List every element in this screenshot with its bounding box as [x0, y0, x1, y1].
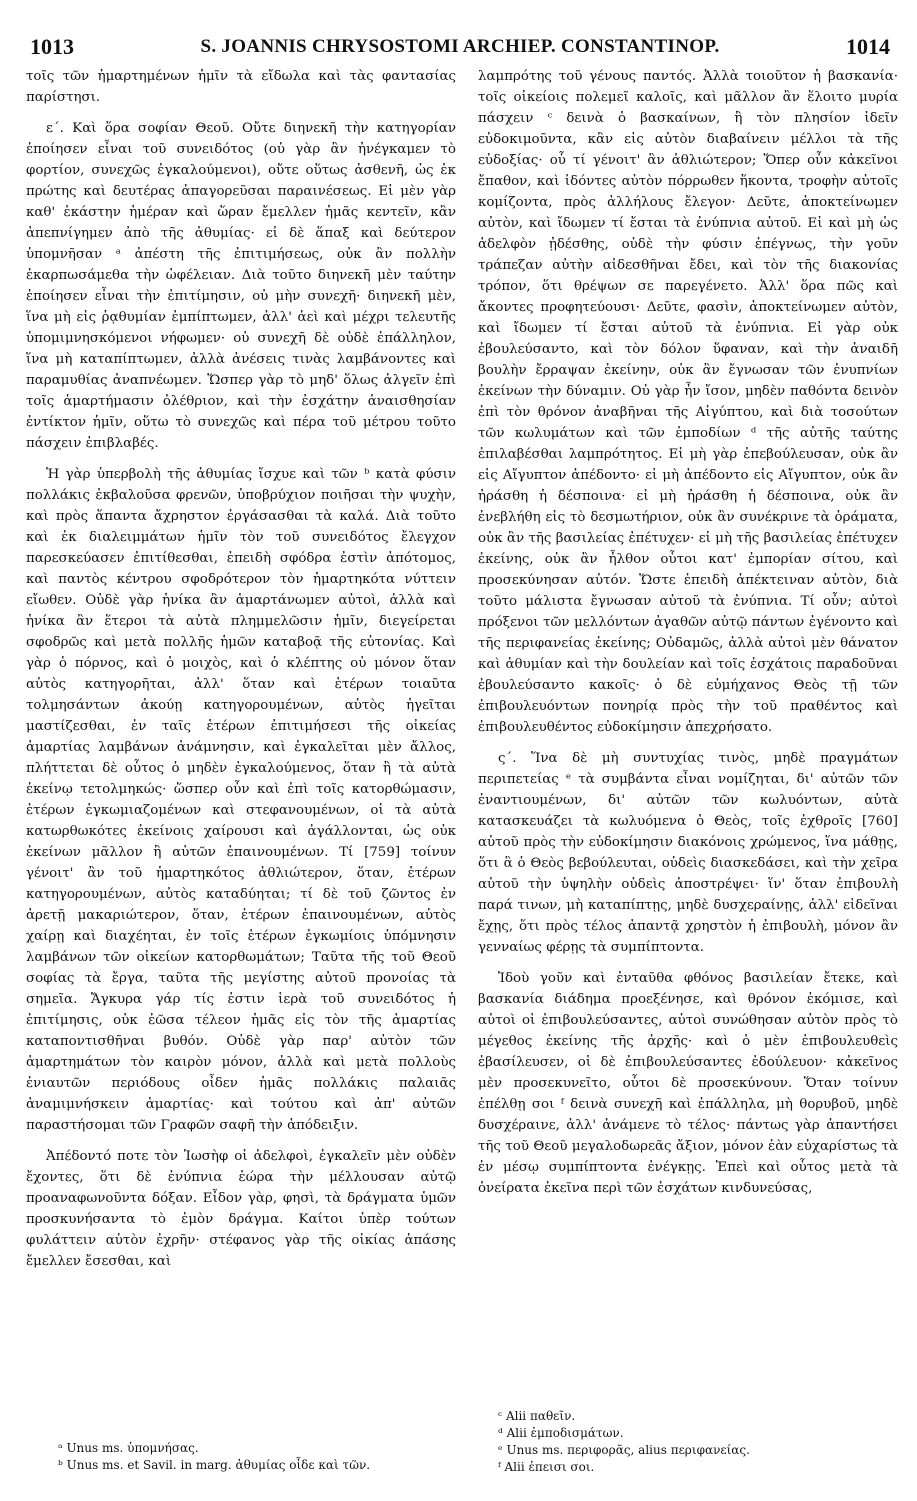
footnotes-left: [58, 1440, 458, 1474]
paragraph: Ἡ γὰρ ὑπερβολὴ τῆς ἀθυμίας ἴσχυε καὶ τῶν ᵇ κατὰ φύσιν πολλάκις ἐκβαλοῦσα φρενῶν, ὑποβρύχιον ποιῆσαι τὴν ψυχὴν, καὶ πρὸς ἅπαντα ἄχρηστον ἐργάσασθαι τὰ καλά. Διὰ τοῦτο καὶ ἐκ διαλειμμάτων ἡμῖν τὸν τοῦ συνειδότος ἔλεγχον παρεσκεύασεν ἐπιτίθεσθαι, ἐπειδὴ σφόδρα ἐστὶν ἀπότομος, καὶ παντὸς κέντρου σφοδρότερον τὸν ἡμαρτηκότα νύττειν εἴωθεν. Οὐδὲ γὰρ ἡνίκα ἂν ἁμαρτάνωμεν αὐτοὶ, ἀλλὰ καὶ ἡνίκα ἂν ἕτεροι τὰ αὐτὰ πλημμελῶσιν ἡμῖν, διεγείρεται σφοδρῶς καὶ μετὰ πολλῆς ἡμῶν καταβοᾷ τῆς εὐτονίας. Καὶ γὰρ ὁ πόρνος, καὶ ὁ μοιχὸς, καὶ ὁ κλέπτης οὐ μόνον ὅταν αὐτὸς κατηγορῆται, ἀλλ' ὅταν καὶ ἑτέρων τοιαῦτα τολμησάντων ἀκούῃ κατηγορουμένων, αὐτὸς ἡγεῖται μαστίζεσθαι, ἐν ταῖς ἑτέρων ἐπιτιμήσεσι τῆς οἰκείας ἁμαρτίας λαμβάνων ἀνάμνησιν, καὶ ἐγκαλεῖται μὲν ἄλλος, πλήττεται δὲ οὗτος ὁ μηδὲν ἐγκαλούμενος, ὅταν ἢ τὰ αὐτὰ ἐκείνῳ τετολμηκώς· ὥσπερ οὖν καὶ ἐπὶ τοῖς κατορθώμασιν, ἑτέρων ἐγκωμιαζομένων καὶ στεφανουμένων, οἱ τὰ αὐτὰ κατωρθωκότες ἐκείνοις χαίρουσι καὶ ἀγάλλονται, ὡς οὐκ ἐκείνων μᾶλλον ἢ αὐτῶν ἐπαινουμένων. Τί [759] τοίνυν γένοιτ' ἂν τοῦ ἡμαρτηκότος ἀθλιώτερον, ὅταν, ἑτέρων κατηγορουμένων, αὐτὸς καταδύηται; τί δὲ τοῦ ζῶντος ἐν ἀρετῇ μακαριώτερον, ὅταν, ἑτέρων ἐπαινουμένων, αὐτὸς χαίρῃ καὶ διαχέηται, ἐν τοῖς ἑτέρων ἐγκωμίοις ὑπόμνησιν λαμβάνων τῶν οἰκείων κατορθωμάτων; Ταῦτα τῆς τοῦ Θεοῦ σοφίας τὰ ἔργα, ταῦτα τῆς μεγίστης αὐτοῦ προνοίας τὰ σημεῖα. Ἄγκυρα γάρ τίς ἐστιν ἱερὰ τοῦ συνειδότος ἡ ἐπιτίμησις, οὐκ ἐῶσα τέλεον ἡμᾶς εἰς τὸν τῆς ἁμαρτίας καταποντισθῆναι βυθόν. Οὐδὲ γὰρ παρ' αὐτὸν τῶν ἁμαρτημάτων τὸν καιρὸν μόνον, ἀλλὰ καὶ μετὰ πολλοὺς ἐνιαυτῶν περιόδους οἶδεν ἡμᾶς πολλάκις παλαιᾶς ἀναμιμνήσκειν ἁμαρτίας· καὶ τούτου καὶ ἀπ' αὐτῶν παραστήσομαι τῶν Γραφῶν σαφῆ τὴν ἀπόδειξιν.: [26, 467, 456, 1133]
footnotes-right: [498, 1408, 898, 1476]
left-column: [26, 66, 456, 1282]
page-title: S. JOANNIS CHRYSOSTOMI ARCHIEP. CONSTANTINOP.: [200, 36, 720, 57]
footnote: ᵉ Unus ms. περιφορᾶς, alius περιφανείας.: [498, 1443, 750, 1457]
paragraph: ε΄. Καὶ ὅρα σοφίαν Θεοῦ. Οὔτε διηνεκῆ τὴν κατηγορίαν ἐποίησεν εἶναι τοῦ συνειδότος (οὐ γὰρ ἂν ἠνέγκαμεν τὸ φορτίον, συνεχῶς ἐγκαλούμενοι), οὔτε οὕτως ἀσθενῆ, ὡς ἐκ πρώτης καὶ δευτέρας ἀπαγορεῦσαι παραινέσεως. Εἰ μὲν γὰρ καθ' ἑκάστην ἡμέραν καὶ ὥραν ἔμελλεν ἡμᾶς κεντεῖν, κἂν ἀπεπνίγημεν ἀπὸ τῆς ἀθυμίας· εἰ δὲ ἅπαξ καὶ δεύτερον ὑπομνῆσαν ᵃ ἀπέστη τῆς ἐπιτιμήσεως, οὐκ ἂν πολλὴν ἐκαρπωσάμεθα τὴν ὠφέλειαν. Διὰ τοῦτο διηνεκῆ μὲν ταύτην ἐποίησεν εἶναι τὴν ἐπιτίμησιν, οὐ μὴν συνεχῆ· διηνεκῆ μὲν, ἵνα μὴ εἰς ῥᾳθυμίαν ἐμπίπτωμεν, ἀλλ' ἀεὶ καὶ μέχρι τελευτῆς ὑπομιμνησκόμενοι νήφωμεν· οὐ συνεχῆ δὲ οὐδὲ ἐπάλληλον, ἵνα μὴ καταπίπτωμεν, ἀλλὰ ἀνέσεις τινὰς λαμβάνοντες καὶ παραμυθίας ἀναπνέωμεν. Ὥσπερ γὰρ τὸ μηδ' ὅλως ἀλγεῖν ἐπὶ τοῖς ἁμαρτήμασιν ὀλέθριον, καὶ τὴν ἐσχάτην ἀναισθησίαν ἐντίκτον ἡμῖν, οὕτω τὸ συνεχῶς καὶ πέρα τοῦ μέτρου τοῦτο πάσχειν ἐπιβλαβές.: [26, 121, 456, 451]
paragraph: Ἰδοὺ γοῦν καὶ ἐνταῦθα φθόνος βασιλείαν ἔτεκε, καὶ βασκανία διάδημα προεξένησε, καὶ θρόνον ἐκόμισε, καὶ αὐτοὶ οἱ ἐπιβουλεύσαντες, αὐτοὶ συνώθησαν αὐτὸν πρὸς τὸ μέγεθος ἐκείνης τῆς ἀρχῆς· καὶ ὁ μὲν ἐπιβουλευθεὶς ἐβασίλευσεν, οἱ δὲ ἐπιβουλεύσαντες ἐδούλευον· κἀκεῖνος μὲν προσεκυνεῖτο, οὗτοι δὲ προσεκύνουν. Ὅταν τοίνυν ἐπέλθῃ σοι ᶠ δεινὰ συνεχῆ καὶ ἐπάλληλα, μὴ θορυβοῦ, μηδὲ δυσχέραινε, ἀλλ' ἀνάμενε τὸ τέλος· πάντως γὰρ ἀπαντήσει τῆς τοῦ Θεοῦ μεγαλοδωρεᾶς ἄξιον, μόνον ἐὰν εὐχαρίστως τὰ ἐν μέσῳ συμπίπτοντα ἐνέγκῃς. Ἐπεὶ καὶ οὗτος μετὰ τὰ ὀνείρατα ἐκεῖνα περὶ τῶν ἐσχάτων κινδυνεύσας,: [478, 971, 898, 1196]
footnote: ᶠ Alii ἐπεισι σοι.: [498, 1460, 595, 1474]
running-head: [30, 34, 890, 64]
right-column: [478, 66, 898, 1209]
paragraph: Ἀπέδοντό ποτε τὸν Ἰωσὴφ οἱ ἀδελφοὶ, ἐγκαλεῖν μὲν οὐδὲν ἔχοντες, ὅτι δὲ ἐνύπνια ἑώρα τὴν μέλλουσαν αὐτῷ προαναφωνοῦντα δόξαν. Εἶδον γὰρ, φησὶ, τὰ δράγματα ὑμῶν προσκυνήσαντα τὸ ἐμὸν δράγμα. Καίτοι ὑπὲρ τούτων φυλάττειν αὐτὸν ἐχρῆν· στέφανος γὰρ τῆς οἰκίας ἁπάσης ἔμελλεν ἔσεσθαι, καὶ: [26, 1149, 456, 1269]
paragraph: λαμπρότης τοῦ γένους παντός. Ἀλλὰ τοιοῦτον ἡ βασκανία· τοῖς οἰκείοις πολεμεῖ καλοῖς, καὶ μᾶλλον ἂν ἕλοιτο μυρία πάσχειν ᶜ δεινὰ ὁ βασκαίνων, ἢ τὸν πλησίον ἰδεῖν εὐδοκιμοῦντα, κἂν εἰς αὐτὸν διαβαίνειν μέλλοι τὰ τῆς εὐδοξίας· οὗ τί γένοιτ' ἂν ἀθλιώτερον; Ὅπερ οὖν κἀκεῖνοι ἔπαθον, καὶ ἰδόντες αὐτὸν πόρρωθεν ἥκοντα, τροφὴν αὐτοῖς κομίζοντα, πρὸς ἀλλήλους ἔλεγον· Δεῦτε, ἀποκτείνωμεν αὐτὸν, καὶ ἴδωμεν τί ἔσται τὰ ἐνύπνια αὐτοῦ. Εἰ καὶ μὴ ὡς ἀδελφὸν ᾐδέσθης, οὐδὲ τὴν φύσιν ἐπέγνως, τὴν γοῦν τράπεζαν αὐτὴν αἰδεσθῆναι ἔδει, καὶ τὸν τῆς διακονίας τρόπον, ὅτι θρέψων σε παρεγένετο. Ἀλλ' ὅρα πῶς καὶ ἄκοντες προφητεύουσι· Δεῦτε, φασὶν, ἀποκτείνωμεν αὐτὸν, καὶ ἴδωμεν τί ἔσται αὐτοῦ τὰ ἐνύπνια. Εἰ γὰρ οὐκ ἐβουλεύσαντο, καὶ τὸν δόλον ὕφαναν, καὶ τὴν ἀναιδῆ βουλὴν ἔρραψαν ἐκείνην, οὐκ ἂν ἔγνωσαν τῶν ἐνυπνίων ἐκείνων τὴν δύναμιν. Οὐ γὰρ ἦν ἴσον, μηδὲν παθόντα δεινὸν ἐπὶ τὸν θρόνον ἀναβῆναι τῆς Αἰγύπτου, καὶ διὰ τοσούτων τῶν κωλυμάτων καὶ τῶν ἐμποδίων ᵈ τῆς αὐτῆς ταύτης ἐπιλαβέσθαι λαμπρότητος. Εἰ μὴ γὰρ ἐπεβούλευσαν, οὐκ ἂν εἰς Αἴγυπτον ἀπέδοντο· εἰ μὴ ἀπέδοντο εἰς Αἴγυπτον, οὐκ ἂν ἠράσθη ἡ δέσποινα· εἰ μὴ ἠράσθη ἡ δέσποινα, οὐκ ἂν ἐνεβλήθη εἰς τὸ δεσμωτήριον, οὐκ ἂν συνέκρινε τὰ ὁράματα, οὐκ ἂν τῆς βασιλείας ἐπέτυχεν· εἰ μὴ τῆς βασιλείας ἐπέτυχεν ἐκείνης, οὐκ ἂν ἦλθον οὗτοι κατ' ἐμπορίαν σίτου, καὶ προσεκύνησαν αὐτόν. Ὥστε ἐπειδὴ ἀπέκτειναν αὐτὸν, διὰ τοῦτο μάλιστα ἔγνωσαν αὐτοῦ τὰ ἐνύπνια. Τί οὖν; αὐτοὶ πρόξενοι τῶν μελλόντων ἀγαθῶν αὐτῷ πάντων ἐγένοντο καὶ τῆς περιφανείας ἐκείνης; Οὐδαμῶς, ἀλλὰ αὐτοὶ μὲν θάνατον καὶ ἀθυμίαν καὶ τὴν δουλείαν καὶ τοῖς ἐσχάτοις παραδοῦναι ἐβουλεύσαντο κακοῖς· ὁ δὲ εὐμήχανος Θεὸς τῇ τῶν ἐπιβουλευόντων πονηρίᾳ πρὸς τὴν τοῦ πραθέντος καὶ ἐπιβουλευθέντος εὐδοκίμησιν ἀπεχρήσατο.: [478, 69, 898, 735]
left-page-number: 1013: [30, 34, 74, 59]
footnote: ᶜ Alii παθεῖν.: [498, 1409, 576, 1423]
footnote: ᵈ Alii ἐμποδισμάτων.: [498, 1426, 624, 1440]
right-page-number: 1014: [846, 34, 890, 59]
footnote: ᵃ Unus ms. ὑπομνήσας.: [58, 1441, 199, 1455]
paragraph: τοῖς τῶν ἡμαρτημένων ἡμῖν τὰ εἴδωλα καὶ τὰς φαντασίας παρίστησι.: [26, 69, 456, 105]
footnote: ᵇ Unus ms. et Savil. in marg. ἀθυμίας οἶδε καὶ τῶν.: [58, 1458, 371, 1472]
paragraph: ς΄. Ἵνα δὲ μὴ συντυχίας τινὸς, μηδὲ πραγμάτων περιπετείας ᵉ τὰ συμβάντα εἶναι νομίζηται, δι' αὐτῶν τῶν ἐναντιουμένων, δι' αὐτῶν τῶν κωλυόντων, αὐτὰ κατασκευάζει τὰ κωλυόμενα ὁ Θεὸς, τοῖς ἐχθροῖς [760] αὐτοῦ πρὸς τὴν εὐδοκίμησιν διακόνοις χρώμενος, ἵνα μάθῃς, ὅτι ἃ ὁ Θεὸς βεβούλευται, οὐδεὶς διασκεδάσει, καὶ τὴν χεῖρα αὐτοῦ τὴν ὑψηλὴν οὐδεὶς ἀποστρέψει· ἵν' ὅταν ἐπιβουλὴ παρά τινων, μὴ καταπίπτῃς, μηδὲ δυσχεραίνῃς, ἀλλ' εἰδεῖναι ἔχῃς, ὅτι πρὸς τέλος ἀπαντᾷ χρηστὸν ἡ ἐπιβουλὴ, μόνον ἂν γενναίως φέρῃς τὰ συμπίπτοντα.: [478, 751, 898, 955]
